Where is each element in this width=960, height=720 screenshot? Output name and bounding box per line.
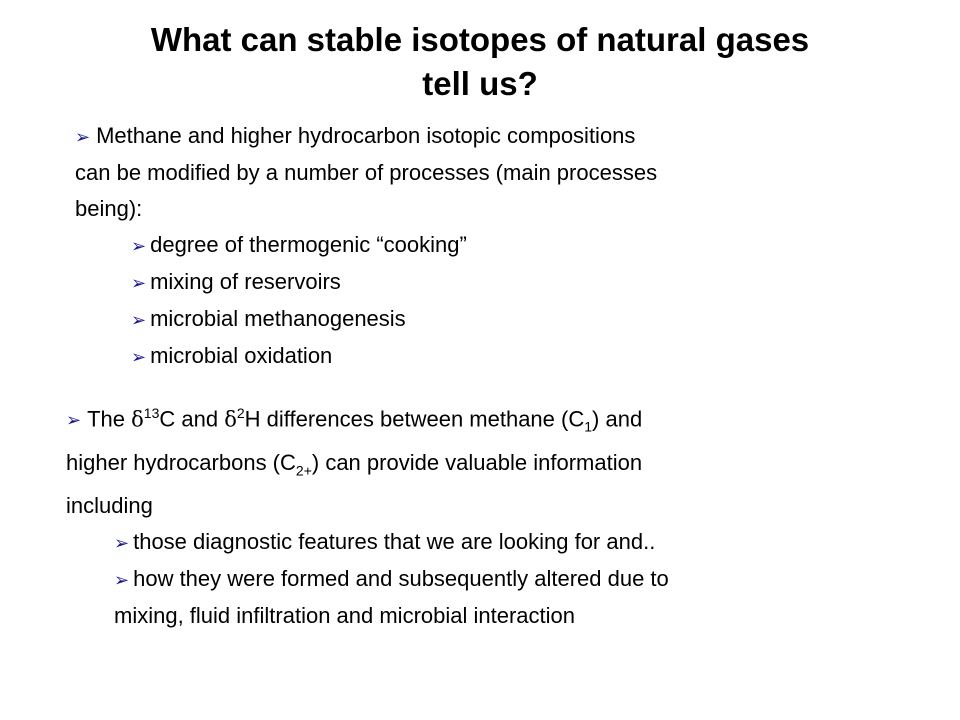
arrow-bullet-icon: ➢ (114, 570, 130, 591)
arrow-bullet-icon: ➢ (131, 310, 147, 330)
arrow-bullet-icon: ➢ (75, 127, 91, 147)
process-item-label: degree of thermogenic “cooking” (150, 232, 467, 257)
process-item-label: microbial oxidation (150, 343, 333, 368)
text-valuable-information: ) can provide valuable information (311, 449, 643, 475)
arrow-bullet-icon: ➢ (66, 410, 82, 431)
differences-line-2 (66, 445, 856, 488)
text-higher-hydrocarbons: higher hydrocarbons (C (66, 449, 296, 475)
slide-title (60, 18, 900, 106)
title-line-2: tell us? (422, 65, 538, 102)
process-item (75, 264, 845, 301)
process-item (75, 301, 845, 338)
intro-line-2: can be modified by a number of processes (main processes (75, 160, 658, 185)
processes-block (75, 118, 845, 375)
information-item-label: how they were formed and subsequently altered due to (133, 566, 669, 592)
arrow-bullet-icon: ➢ (114, 533, 130, 554)
process-item (75, 227, 845, 264)
subscript-2-plus: 2+ (295, 462, 312, 479)
processes-intro (75, 118, 845, 155)
text-c-and: C and (159, 406, 219, 432)
information-item (66, 561, 856, 598)
information-item-continuation: mixing, fluid infiltration and microbial interaction (114, 603, 575, 629)
subscript-1: 1 (584, 418, 593, 435)
process-item-label: mixing of reservoirs (150, 269, 341, 294)
text-h-differences: H differences between methane (C (244, 406, 585, 432)
differences-line-1 (66, 395, 856, 445)
delta-symbol: δ (224, 407, 237, 432)
arrow-bullet-icon: ➢ (131, 273, 147, 293)
superscript-2: 2 (236, 405, 245, 421)
process-item (75, 338, 845, 375)
superscript-13: 13 (143, 405, 160, 421)
arrow-bullet-icon: ➢ (131, 347, 147, 367)
isotope-differences-block (66, 395, 856, 634)
intro-line-1: Methane and higher hydrocarbon isotopic compositions (96, 123, 636, 148)
information-item (66, 524, 856, 561)
differences-line-3: including (66, 493, 153, 519)
information-item-label: those diagnostic features that we are looking for and.. (133, 529, 656, 555)
arrow-bullet-icon: ➢ (131, 236, 147, 256)
delta-symbol: δ (131, 407, 144, 432)
text-the: The (87, 406, 126, 432)
text-and: ) and (592, 406, 643, 432)
intro-line-3: being): (75, 196, 143, 221)
process-item-label: microbial methanogenesis (150, 306, 406, 331)
title-line-1: What can stable isotopes of natural gases (150, 21, 810, 58)
